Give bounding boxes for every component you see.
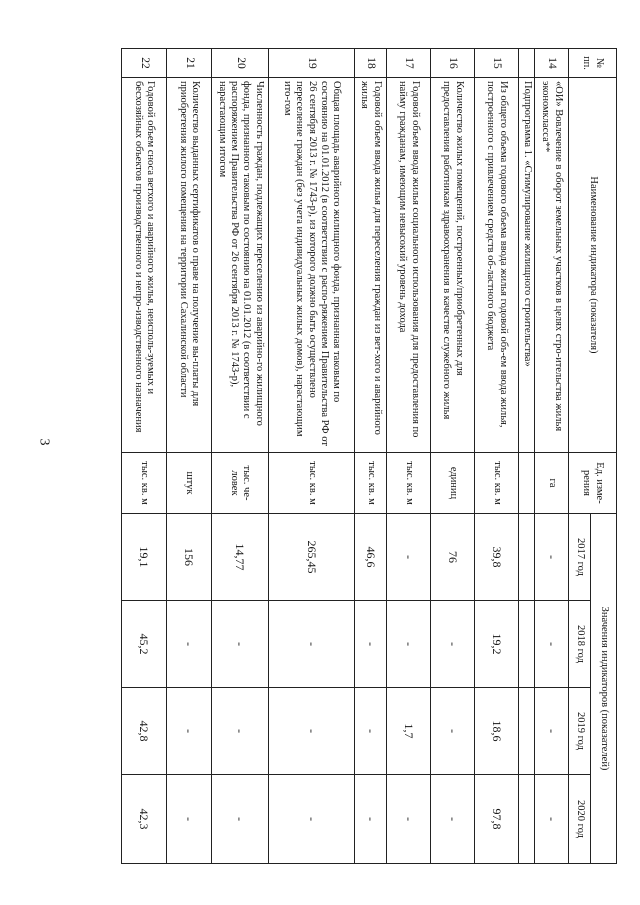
row-value: - [535,601,569,688]
row-name: Годовой объем ввода жилья социального использования для предоставления по найму гражданам, имеющим невысокий уровень дохода [387,78,431,453]
header-year: 2017 год [569,514,591,601]
row-value: 14,77 [212,514,269,601]
row-value: 1,7 [387,688,431,775]
row-num: 19 [269,49,355,78]
row-value: - [167,688,212,775]
row-num: 14 [535,49,569,78]
row-unit: тыс. че-ловек [212,453,269,514]
row-num: 18 [355,49,387,78]
row-value: - [355,601,387,688]
row-name: «ОИ» Вовлечение в оборот земельных участков в целях стро-ительства жилья экономкласса** [535,78,569,453]
table-row [167,49,212,864]
indicator-table [121,48,617,864]
row-value: 76 [431,514,475,601]
row-value: - [167,601,212,688]
table-row [122,49,167,864]
subprogram-empty-cell [519,688,535,775]
table-row [535,49,569,864]
row-value: - [387,514,431,601]
row-value: - [269,775,355,864]
header-num: № пп. [569,49,617,78]
row-name: Годовой объем ввода жилья для переселения граждан из вет-хого и аварийного жилья [355,78,387,453]
row-num: 20 [212,49,269,78]
row-value: - [431,601,475,688]
subprogram-title: Подпрограмма 1. «Стимулирование жилищного строительства» [519,78,535,453]
row-name: Количество жилых помещений, построенных/приобретенных для предоставления работникам здравоохранения в качестве служебного жилья [431,78,475,453]
row-unit: штук [167,453,212,514]
row-value: 156 [167,514,212,601]
row-name: Годовой объем сноса ветхого и аварийного жилья, неисполь-зуемых и бесхозяйных объектов производственного и непро-изводственного назначения [122,78,167,453]
subprogram-empty-cell [519,514,535,601]
row-unit: тыс. кв. м [122,453,167,514]
row-unit: тыс. кв. м [387,453,431,514]
row-value: 42,3 [122,775,167,864]
row-value: 42,8 [122,688,167,775]
row-unit: га [535,453,569,514]
row-value: - [355,775,387,864]
page-number: 3 [36,438,52,446]
row-value: - [269,601,355,688]
table-row [269,49,355,864]
table-row [475,49,519,864]
row-name: Количество выданных сертификатов о праве на получение вы-платы для приобретения жилого помещения на территории Сахалинской области [167,78,212,453]
row-value: 46,6 [355,514,387,601]
row-unit: тыс. кв. м [475,453,519,514]
rotated-table-container [133,48,617,863]
row-value: 45,2 [122,601,167,688]
subprogram-empty-cell [519,453,535,514]
row-value: - [431,775,475,864]
table-row [212,49,269,864]
row-value: - [212,688,269,775]
row-value: - [535,775,569,864]
row-num: 15 [475,49,519,78]
row-unit: тыс. кв. м [269,453,355,514]
table-row [355,49,387,864]
row-value: - [269,688,355,775]
row-value: - [212,775,269,864]
row-value: - [535,688,569,775]
header-year: 2019 год [569,688,591,775]
row-name: Из общего объема годового объема ввода жилья годовой объ-ем ввода жилья, построенного с привлечением средств об-ластного бюджета [475,78,519,453]
table-row [387,49,431,864]
subprogram-empty-cell [519,601,535,688]
header-year: 2018 год [569,601,591,688]
table-row [431,49,475,864]
row-value: 265,45 [269,514,355,601]
row-value: - [431,688,475,775]
row-value: 97,8 [475,775,519,864]
row-value: 19,1 [122,514,167,601]
row-value: - [535,514,569,601]
header-year: 2020 год [569,775,591,864]
row-value: - [212,601,269,688]
row-num: 17 [387,49,431,78]
row-value: - [167,775,212,864]
row-unit: единиц [431,453,475,514]
subprogram-empty-cell [519,49,535,78]
row-name: Общая площадь аварийного жилищного фонда, признанная таковым по состоянию на 01.01.2012 (в соответствии с распо-ряжением Правительства РФ от 26 сентября 2013 г. № 1743-р), из которого должно быть осуществлено переселение граждан (без учета индивидуальных жилых домов), нарастающим ито-гом [269,78,355,453]
subprogram-empty-cell [519,775,535,864]
header-values-group: Значения индикаторов (показателей) [591,514,617,864]
row-num: 21 [167,49,212,78]
subprogram-row [519,49,535,864]
row-value: - [387,775,431,864]
row-value: 39,8 [475,514,519,601]
header-name: Наименование индикатора (показателя) [569,78,617,453]
row-unit: тыс. кв. м [355,453,387,514]
row-value: - [387,601,431,688]
row-num: 22 [122,49,167,78]
row-value: 19,2 [475,601,519,688]
header-unit: Ед. изме-рения [569,453,617,514]
row-num: 16 [431,49,475,78]
row-value: - [355,688,387,775]
row-value: 18,6 [475,688,519,775]
row-name: Численность граждан, подлежащих переселению из аварийно-го жилищного фонда, признанного таковым по состоянию на 01.01.2012 (в соответствии с распоряжением Правительства РФ от 26 сентября 2013 г. № 1743-р), нарастающим итогом [212,78,269,453]
